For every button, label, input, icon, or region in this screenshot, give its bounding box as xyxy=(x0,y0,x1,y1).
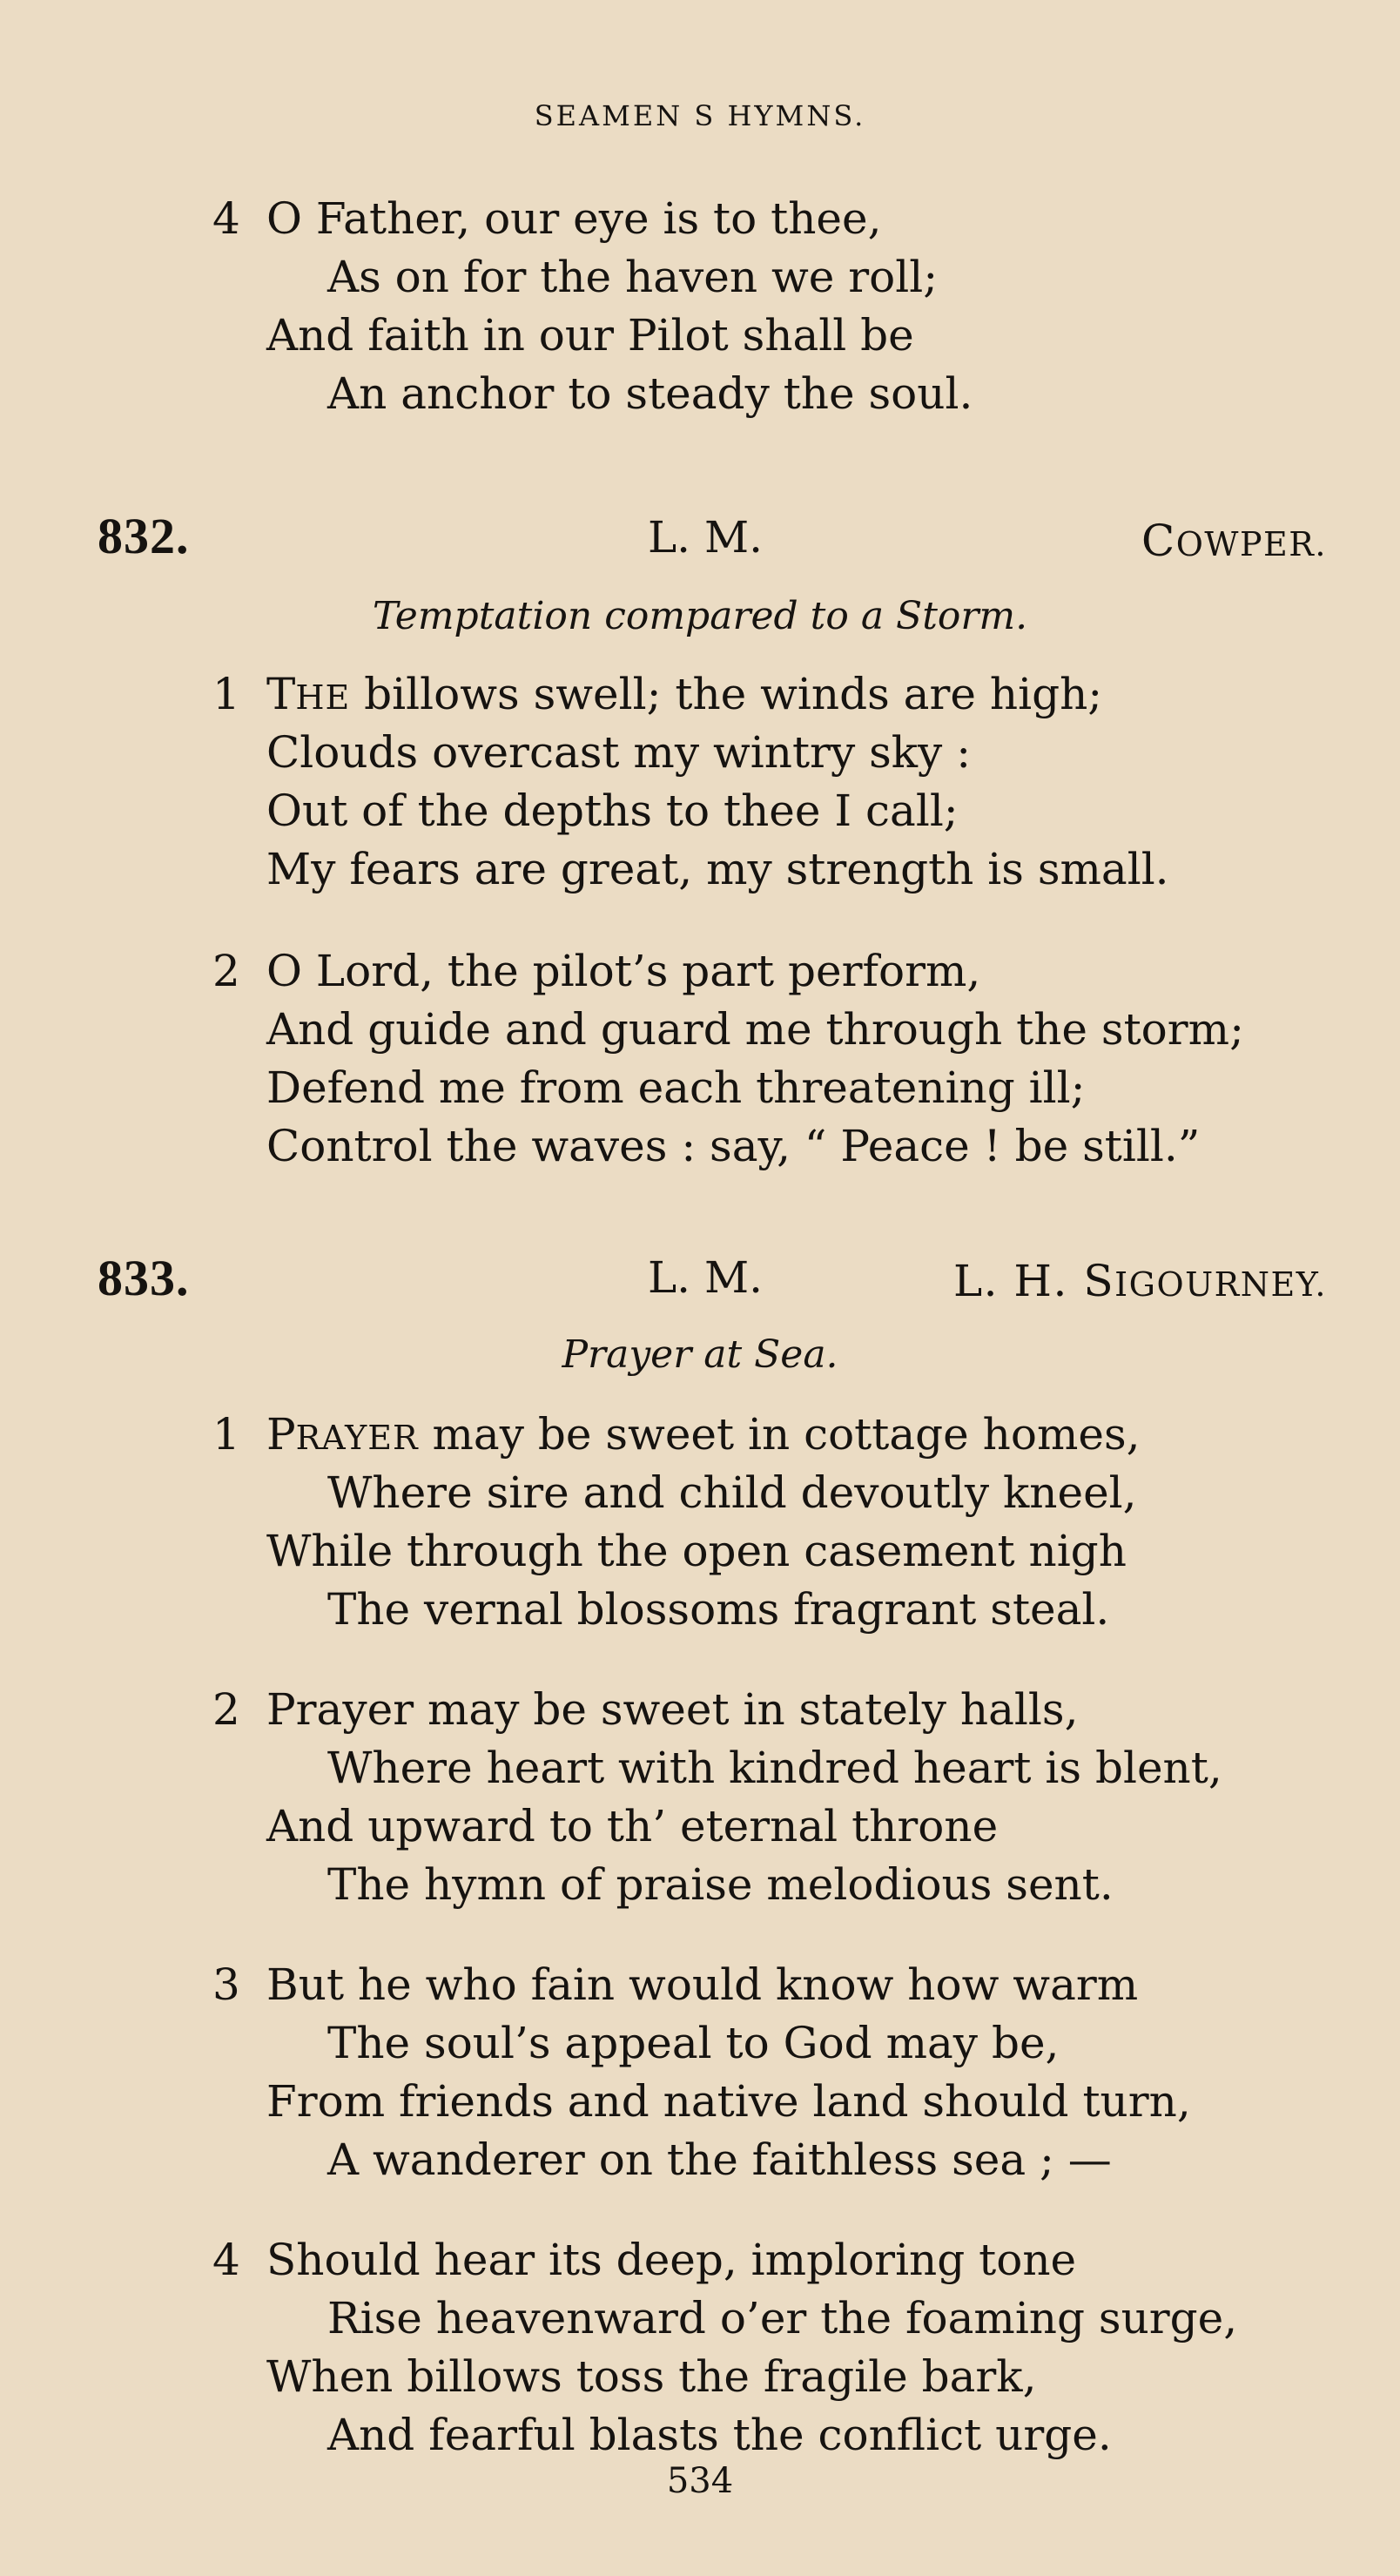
verse-line: Should hear its deep, imploring tone xyxy=(266,2235,1077,2285)
verse-number: 4 xyxy=(212,193,240,244)
verse-line: And guide and guard me through the storm; xyxy=(266,1004,1244,1055)
verse-line: But he who fain would know how warm xyxy=(266,1959,1139,2010)
verse-line: THE billows swell; the winds are high; xyxy=(266,669,1103,719)
verse-line: A wanderer on the faithless sea ; — xyxy=(327,2134,1112,2185)
verse-line: Out of the depths to thee I call; xyxy=(266,786,959,836)
verse-number: 3 xyxy=(212,1959,240,2010)
verse-line: The hymn of praise melodious sent. xyxy=(327,1859,1114,1910)
hymn-author: L. H. SIGOURNEY. xyxy=(952,1256,1327,1306)
verse-line: Where sire and child devoutly kneel, xyxy=(327,1467,1137,1518)
verse-number: 1 xyxy=(212,669,240,719)
page-number: 534 xyxy=(666,2461,734,2501)
verse-line: Prayer may be sweet in stately halls, xyxy=(266,1684,1079,1735)
verse-line: O Father, our eye is to thee, xyxy=(266,193,882,244)
running-head: SEAMEN S HYMNS. xyxy=(534,99,866,132)
verse-number: 1 xyxy=(212,1409,240,1460)
verse-line: The soul’s appeal to God may be, xyxy=(327,2018,1060,2068)
verse-line: And upward to th’ eternal throne xyxy=(266,1801,999,1851)
verse-line: The vernal blossoms fragrant steal. xyxy=(327,1584,1110,1635)
verse-line: PRAYER may be sweet in cottage homes, xyxy=(266,1409,1141,1460)
verse-number: 2 xyxy=(212,1684,240,1735)
verse-line: From friends and native land should turn, xyxy=(266,2076,1191,2127)
hymn-meter: L. M. xyxy=(647,512,764,563)
verse-line: Defend me from each threatening ill; xyxy=(266,1062,1086,1113)
verse-number: 2 xyxy=(212,946,240,996)
hymn-author: COWPER. xyxy=(1141,516,1327,566)
hymn-title: Temptation compared to a Storm. xyxy=(372,594,1028,638)
hymn-number: 833. xyxy=(98,1250,190,1306)
verse-line: Rise heavenward o’er the foaming surge, xyxy=(327,2293,1238,2343)
verse-line: Control the waves : say, “ Peace ! be still.” xyxy=(266,1121,1201,1171)
hymn-number: 832. xyxy=(98,508,190,564)
verse-line: Where heart with kindred heart is blent, xyxy=(327,1743,1222,1793)
verse-line: And faith in our Pilot shall be xyxy=(266,310,914,361)
hymn-title: Prayer at Sea. xyxy=(562,1332,838,1377)
hymn-meter: L. M. xyxy=(647,1252,764,1303)
verse-line: Clouds overcast my wintry sky : xyxy=(266,727,972,778)
verse-line: O Lord, the pilot’s part perform, xyxy=(266,946,981,996)
verse-number: 4 xyxy=(212,2235,240,2285)
verse-line: My fears are great, my strength is small. xyxy=(266,844,1169,894)
verse-line: When billows toss the fragile bark, xyxy=(266,2351,1037,2402)
verse-line: An anchor to steady the soul. xyxy=(327,368,973,419)
verse-line: While through the open casement nigh xyxy=(266,1526,1127,1576)
verse-line: And fearful blasts the conflict urge. xyxy=(327,2410,1112,2460)
verse-line: As on for the haven we roll; xyxy=(327,252,939,302)
